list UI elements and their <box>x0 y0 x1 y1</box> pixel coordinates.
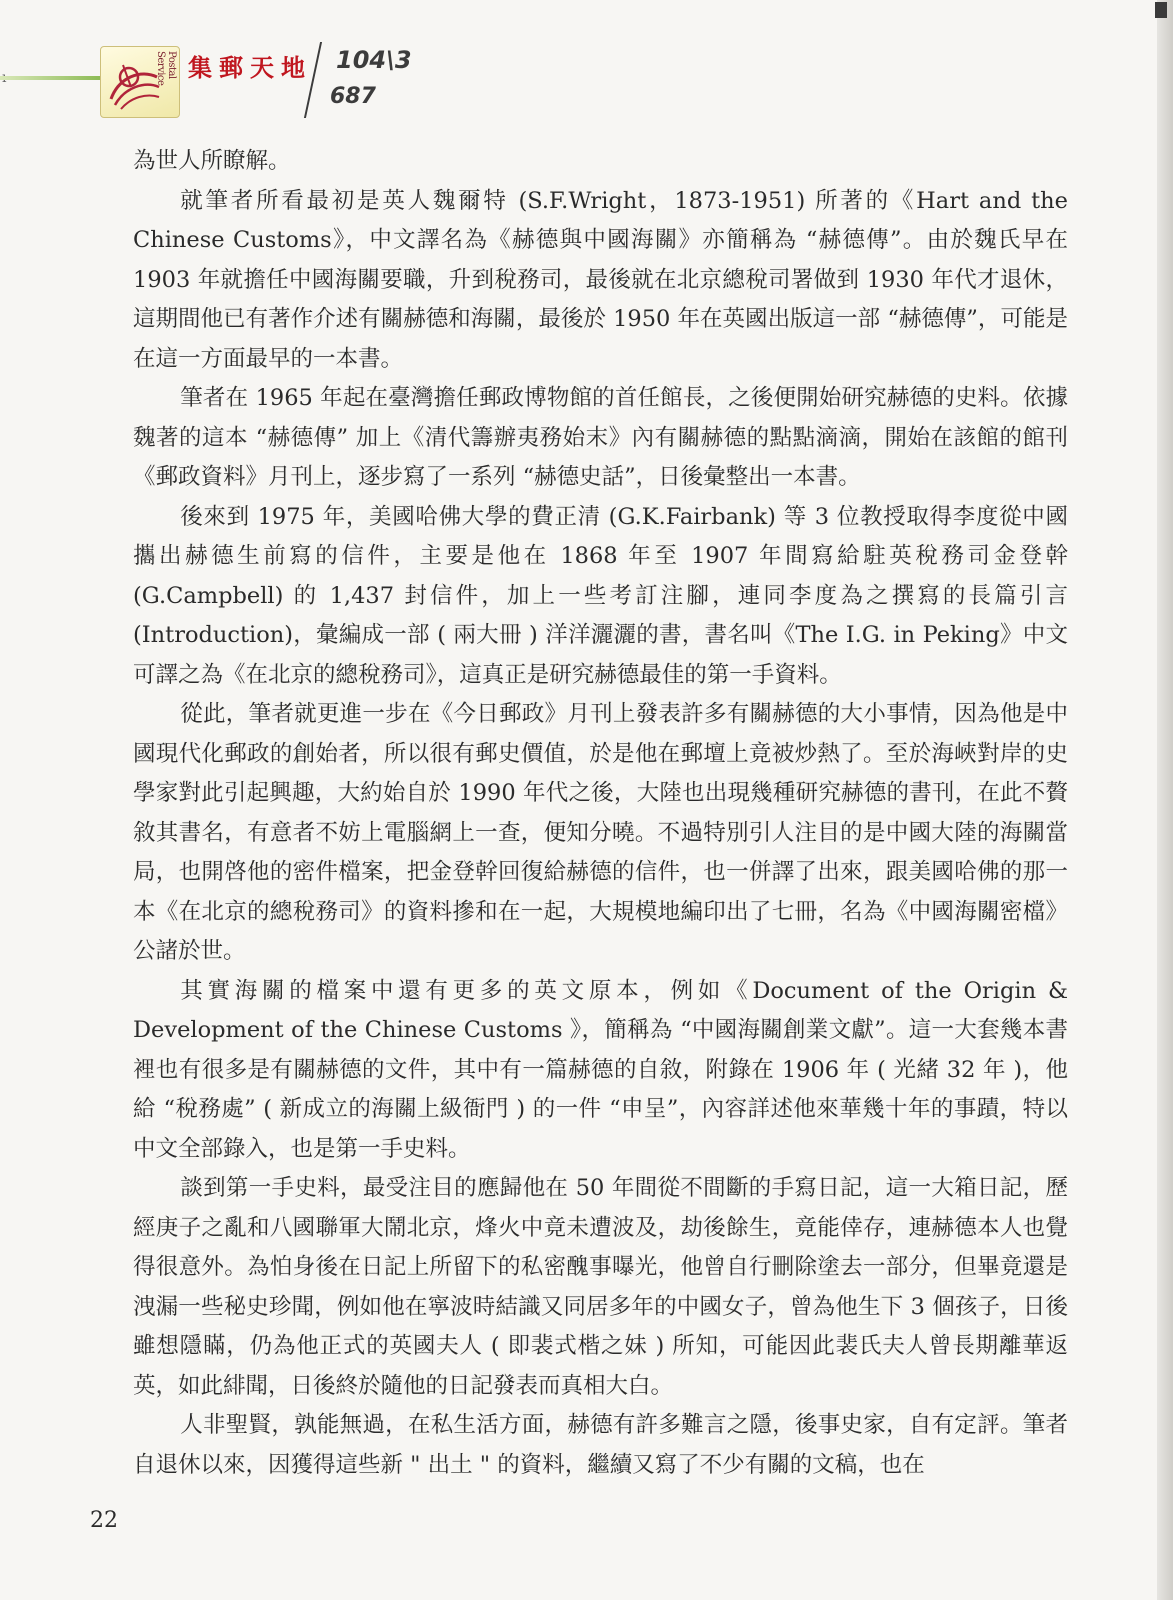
postal-swirl-icon <box>101 47 163 117</box>
magazine-title: 集郵天地 <box>188 54 312 82</box>
scan-corner-mark <box>1155 2 1167 18</box>
paragraph: 從此，筆者就更進一步在《今日郵政》月刊上發表許多有關赫德的大小事情，因為他是中國現代化郵政的創始者，所以很有郵史價值，於是他在郵壇上竟被炒熱了。至於海峽對岸的史學家對此引起興趣，大約始自於 1990 年代之後，大陸也出現幾種研究赫德的書刊，在此不贅敘其書名，有意者不妨上電腦網上一查，便知分曉。不過特別引人注目的是中國大陸的海關當局，也開啓他的密件檔案，把金登幹回復給赫德的信件，也一併譯了出來，跟美國哈佛的那一本《在北京的總稅務司》的資料摻和在一起，大規模地編印出了七冊，名為《中國海關密檔》公諸於世。 <box>133 701 1068 964</box>
header-green-rule <box>0 76 100 80</box>
magazine-logo <box>100 46 180 118</box>
page-header <box>0 40 460 120</box>
logo-text: Postal Service <box>155 51 177 86</box>
page-edge-shadow <box>1157 0 1173 1600</box>
paragraph: 後來到 1975 年，美國哈佛大學的費正清 (G.K.Fairbank) 等 3 位教授取得李度從中國攜出赫德生前寫的信件，主要是他在 1868 年至 1907 年間寫給駐英稅務司金登幹 (G.Campbell) 的 1,437 封信件，加上一些考訂注腳，連同李度為之撰寫的長篇引言 (Introduction)，彙編成一部 ( 兩大冊 ) 洋洋灑灑的書，書名叫《The I.G. in Peking》中文可譯之為《在北京的總稅務司》，這真正是研究赫德最佳的第一手資料。 <box>133 503 1068 688</box>
paragraph: 筆者在 1965 年起在臺灣擔任郵政博物館的首任館長，之後便開始研究赫德的史料。依據魏著的這本 “赫德傳” 加上《清代籌辦夷務始末》內有關赫德的點點滴滴，開始在該館的館刊《郵政資料》月刊上，逐步寫了一系列 “赫德史話”，日後彙整出一本書。 <box>133 385 1068 490</box>
paragraph: 為世人所瞭解。 <box>133 148 291 174</box>
paragraph: 其實海關的檔案中還有更多的英文原本，例如《Document of the Origin & Development of the Chinese Customs 》，簡稱為 “中國海關創業文獻”。這一大套幾本書裡也有很多是有關赫德的文件，其中有一篇赫德的自敘，附錄在 1906 年 ( 光緒 32 年 )，他給 “稅務處” ( 新成立的海關上級衙門 ) 的一件 “申呈”，內容詳述他來華幾十年的事蹟，特以中文全部錄入，也是第一手史料。 <box>133 977 1068 1162</box>
issue-volume: 104\3 <box>336 46 412 74</box>
article-body <box>133 142 1068 1485</box>
issue-number: 687 <box>330 84 376 109</box>
paragraph: 就筆者所看最初是英人魏爾特 (S.F.Wright，1873-1951) 所著的《Hart and the Chinese Customs》，中文譯名為《赫德與中國海關》亦簡稱為 “赫德傳”。由於魏氏早在 1903 年就擔任中國海關要職，升到稅務司，最後就在北京總稅司署做到 1930 年代才退休，這期間他已有著作介述有關赫德和海關，最後於 1950 年在英國出版這一部 “赫德傳”，可能是在這一方面最早的一本書。 <box>133 187 1068 372</box>
paragraph: 人非聖賢，孰能無過，在私生活方面，赫德有許多難言之隱，後事史家，自有定評。筆者自退休以來，因獲得這些新 " 出土 " 的資料，繼續又寫了不少有關的文稿，也在 <box>133 1412 1068 1478</box>
page-number: 22 <box>90 1508 118 1533</box>
paragraph: 談到第一手史料，最受注目的應歸他在 50 年間從不間斷的手寫日記，這一大箱日記，歷經庚子之亂和八國聯軍大鬧北京，烽火中竟未遭波及，劫後餘生，竟能倖存，連赫德本人也覺得很意外。為怕身後在日記上所留下的私密醜事曝光，他曾自行刪除塗去一部分，但畢竟還是洩漏一些秘史珍聞，例如他在寧波時結識又同居多年的中國女子，曾為他生下 3 個孩子，日後雖想隱瞞，仍為他正式的英國夫人 ( 即裴式楷之妹 ) 所知，可能因此裴氏夫人曾長期離華返英，如此緋聞，日後終於隨他的日記發表而真相大白。 <box>133 1175 1068 1399</box>
